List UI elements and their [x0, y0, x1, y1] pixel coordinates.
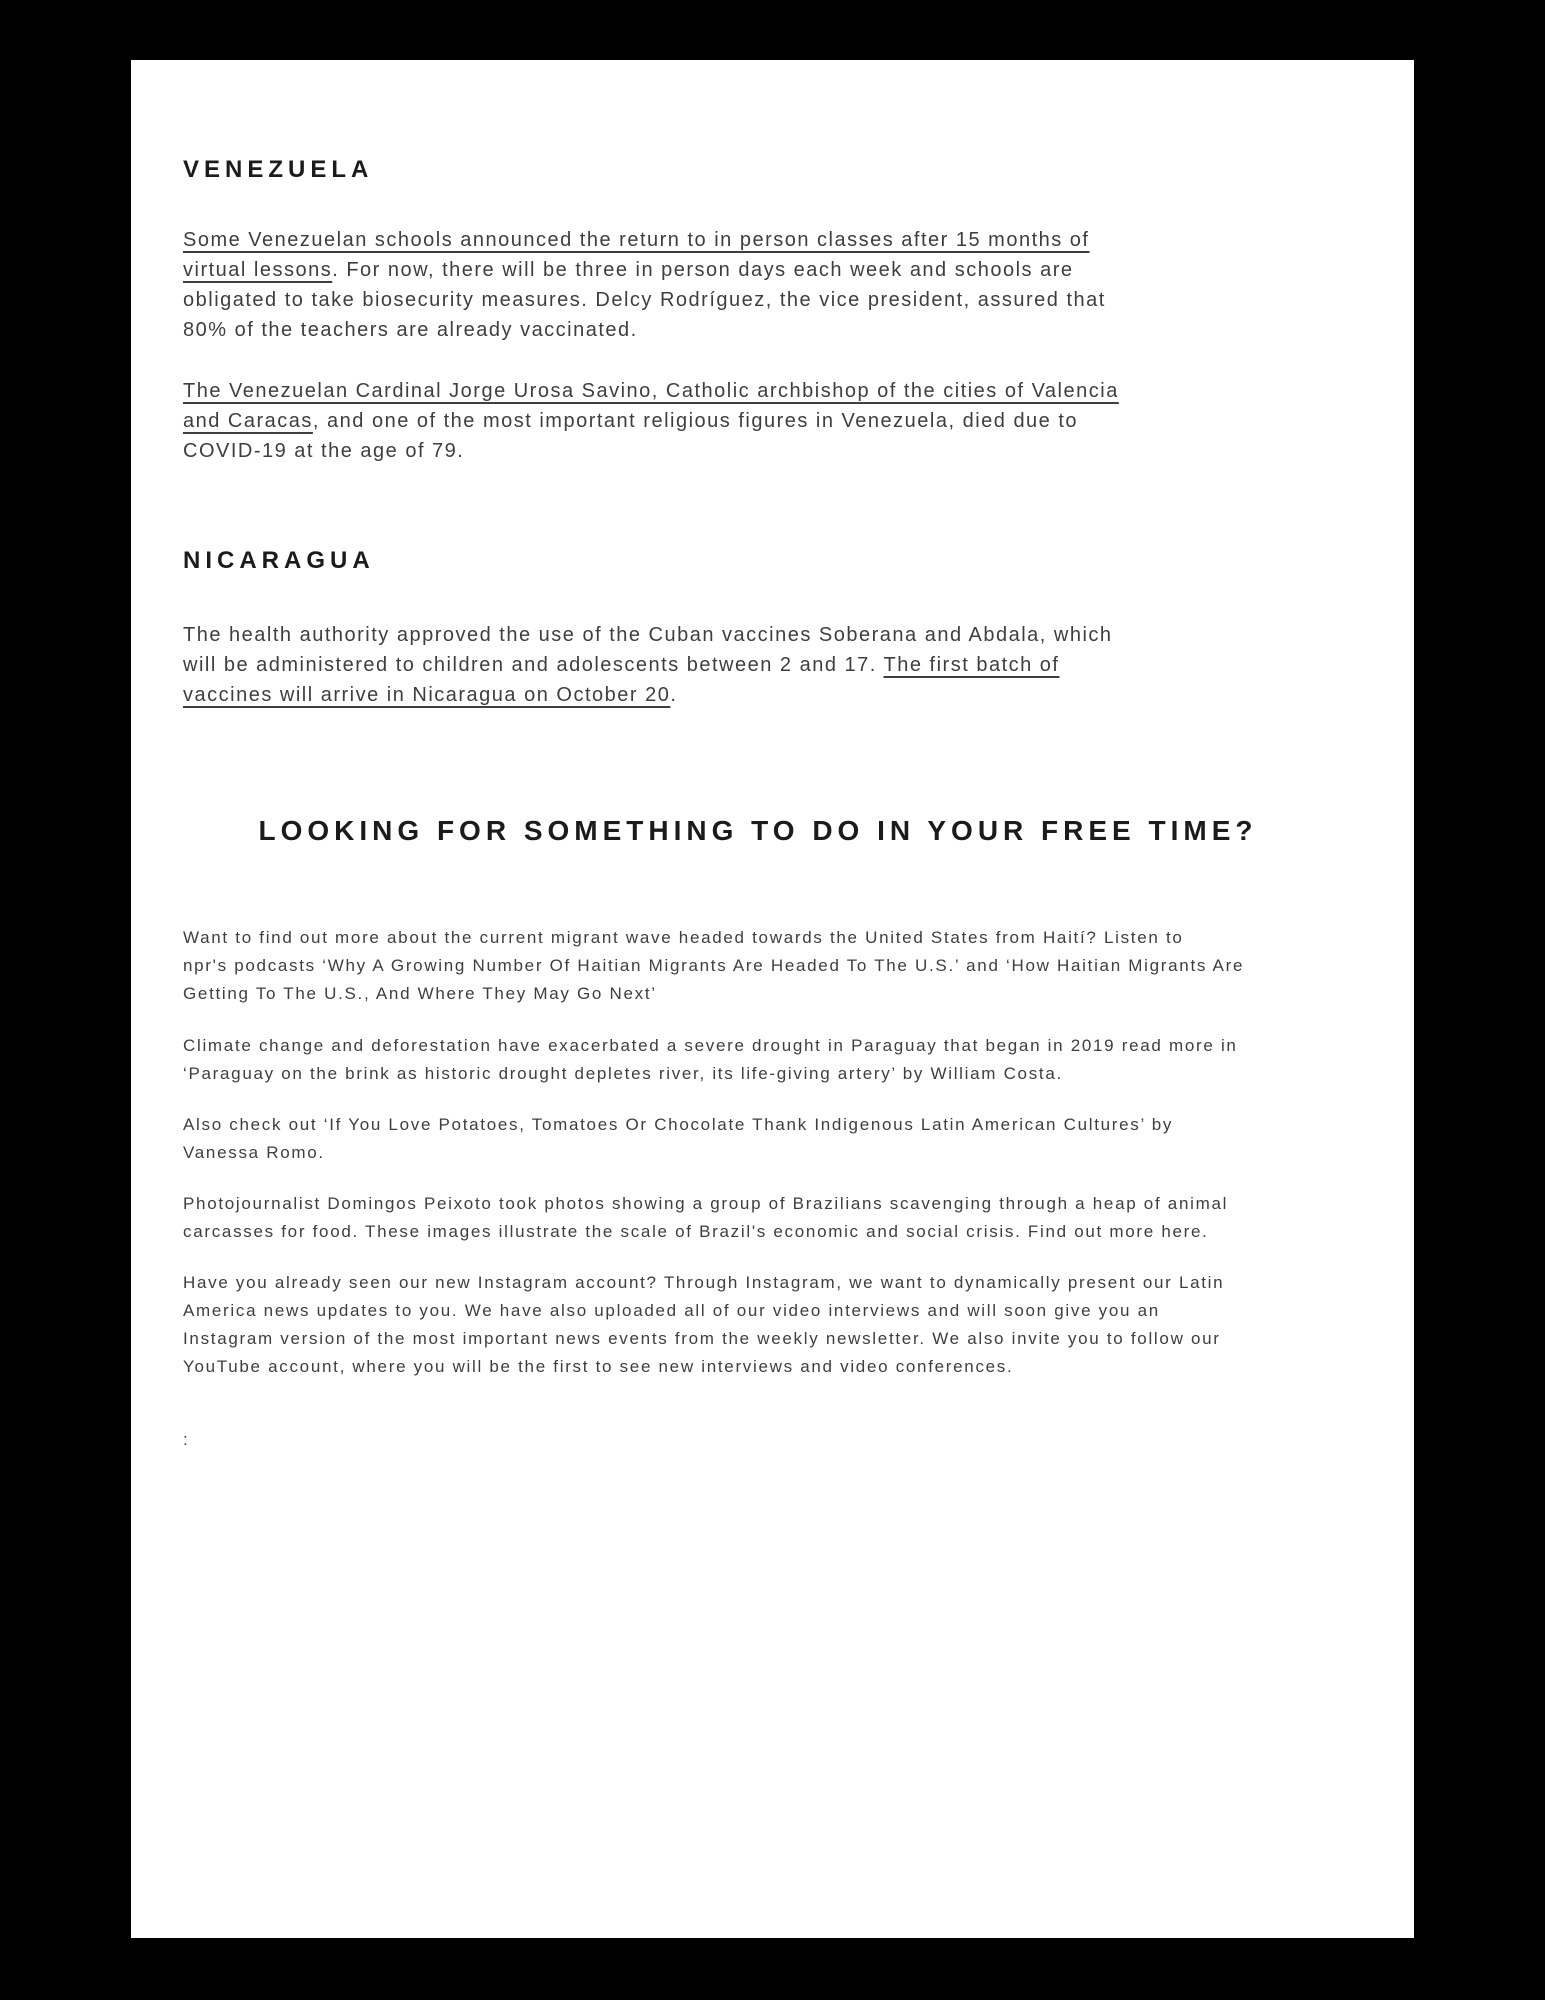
body-text: Also check out ‘If You Love Potatoes, Tomatoes Or Chocolate Thank Indigenous Latin American Cultures’ by — [183, 1115, 1174, 1134]
text-line — [183, 406, 1333, 436]
text-line — [183, 1111, 1333, 1139]
body-text: America news updates to you. We have also uploaded all of our video interviews and will soon give you an — [183, 1301, 1160, 1320]
text-line — [183, 650, 1333, 680]
text-line — [183, 315, 1333, 345]
text-line — [183, 225, 1333, 255]
text-line — [183, 436, 1333, 466]
text-line — [183, 1353, 1333, 1381]
freetime-paragraph-photojournalist — [183, 1190, 1333, 1246]
body-text: Have you already seen our new Instagram account? Through Instagram, we want to dynamically present our Latin — [183, 1273, 1225, 1292]
body-text: . For now, there will be three in person days each week and schools are — [332, 259, 1074, 281]
body-text: carcasses for food. These images illustrate the scale of Brazil's economic and social crisis. Find out more here. — [183, 1222, 1209, 1241]
text-line — [183, 1032, 1333, 1060]
nicaragua-paragraph-vaccines — [183, 620, 1333, 710]
stray-colon — [183, 1426, 1333, 1454]
text-line — [183, 1218, 1333, 1246]
text-line — [183, 1190, 1333, 1218]
link-first-batch-cont[interactable]: vaccines will arrive in Nicaragua on October 20 — [183, 684, 671, 706]
body-text: COVID-19 at the age of 79. — [183, 440, 465, 462]
text-line — [183, 1297, 1333, 1325]
link-cardinal-cont[interactable]: and Caracas — [183, 410, 313, 432]
text-line — [183, 1060, 1333, 1088]
link-schools-return[interactable]: Some Venezuelan schools announced the return to in person classes after 15 months of — [183, 229, 1090, 251]
link-first-batch[interactable]: The first batch of — [883, 654, 1060, 676]
section-heading-venezuela: VENEZUELA — [183, 156, 374, 183]
freetime-paragraph-haiti-podcasts — [183, 924, 1333, 1008]
text-line — [183, 620, 1333, 650]
body-text: 80% of the teachers are already vaccinated. — [183, 319, 638, 341]
body-text: YouTube account, where you will be the first to see new interviews and video conferences. — [183, 1357, 1014, 1376]
text-line — [183, 924, 1333, 952]
body-text: Getting To The U.S., And Where They May Go Next’ — [183, 984, 657, 1003]
body-text: Climate change and deforestation have exacerbated a severe drought in Paraguay that began in 2019 read more in — [183, 1036, 1238, 1055]
text-line — [183, 680, 1333, 710]
body-text: obligated to take biosecurity measures. Delcy Rodríguez, the vice president, assured that — [183, 289, 1106, 311]
text-line — [183, 1426, 1333, 1454]
section-heading-free-time: LOOKING FOR SOMETHING TO DO IN YOUR FREE TIME? — [258, 815, 1258, 846]
venezuela-paragraph-cardinal — [183, 376, 1333, 466]
text-line — [183, 952, 1333, 980]
section-heading-nicaragua: NICARAGUA — [183, 547, 375, 574]
body-text: Instagram version of the most important news events from the weekly newsletter. We also invite you to follow our — [183, 1329, 1221, 1348]
link-schools-return-cont[interactable]: virtual lessons — [183, 259, 333, 281]
freetime-paragraph-instagram — [183, 1269, 1333, 1381]
body-text: : — [183, 1430, 190, 1449]
body-text: Vanessa Romo. — [183, 1143, 325, 1162]
newsletter-page — [131, 60, 1414, 1938]
freetime-paragraph-potatoes-article — [183, 1111, 1333, 1167]
text-line — [183, 1325, 1333, 1353]
freetime-paragraph-paraguay-drought — [183, 1032, 1333, 1088]
body-text: will be administered to children and adolescents between 2 and 17. — [183, 654, 884, 676]
link-cardinal[interactable]: The Venezuelan Cardinal Jorge Urosa Savino, Catholic archbishop of the cities of Valencia — [183, 380, 1119, 402]
text-line — [183, 1139, 1333, 1167]
body-text: Want to find out more about the current migrant wave headed towards the United States from Haití? Listen to — [183, 928, 1184, 947]
text-line — [183, 1269, 1333, 1297]
body-text: ‘Paraguay on the brink as historic drought depletes river, its life-giving artery’ by William Costa. — [183, 1064, 1063, 1083]
text-line — [183, 255, 1333, 285]
text-line — [183, 285, 1333, 315]
body-text: npr's podcasts ‘Why A Growing Number Of Haitian Migrants Are Headed To The U.S.’ and ‘How Haitian Migrants Are — [183, 956, 1245, 975]
body-text: . — [670, 684, 678, 706]
body-text: Photojournalist Domingos Peixoto took photos showing a group of Brazilians scavenging through a heap of animal — [183, 1194, 1229, 1213]
body-text: , and one of the most important religious figures in Venezuela, died due to — [312, 410, 1079, 432]
text-line — [183, 376, 1333, 406]
text-line — [183, 980, 1333, 1008]
body-text: The health authority approved the use of the Cuban vaccines Soberana and Abdala, which — [183, 624, 1113, 646]
venezuela-paragraph-schools — [183, 225, 1333, 345]
